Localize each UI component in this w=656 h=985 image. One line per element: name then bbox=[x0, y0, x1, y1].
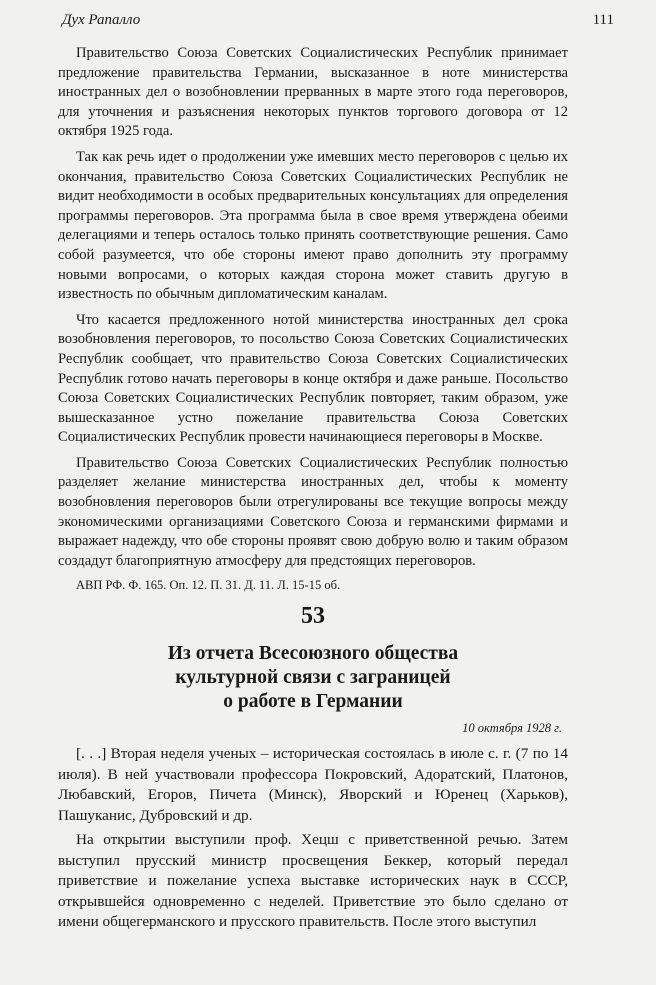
document-title-line: о работе в Германии bbox=[223, 691, 403, 712]
paragraph: [. . .] Вторая неделя ученых – историческая состоялась в июле с. г. (7 по 14 июля). В ней участвовали профессора Покровский, Адоратский, Платонов, Любавский, Егоров, Пичета (Минск), Яворский и Юренец (Харьков), Пашуканис, Дубровский и др. bbox=[58, 745, 568, 824]
paragraph: Правительство Союза Советских Социалистических Республик полностью разделяет желание министерства иностранных дел, чтобы к моменту возобновления переговоров были отрегулированы все текущие вопросы между экономическими организациями Советского Союза и германскими фирмами и выражает надежду, что обе стороны проявят свою добрую волю и таким образом создадут благоприятную атмосферу для предстоящих переговоров. bbox=[58, 454, 568, 569]
document-title bbox=[58, 642, 568, 714]
paragraph: Правительство Союза Советских Социалистических Республик принимает предложение правительства Германии, высказанное в ноте министерства иностранных дел о возобновлении прерванных в марте этого года переговоров, для уточнения и разъяснения некоторых пунктов торгового договора от 12 октября 1925 года. bbox=[58, 45, 568, 140]
document-53 bbox=[58, 602, 568, 937]
archive-source-reference: АВП РФ. Ф. 165. Оп. 12. П. 31. Д. 11. Л. 15-15 об. bbox=[76, 578, 341, 593]
paragraph: Так как речь идет о продолжении уже имевших место переговоров с целью их окончания, правительство Союза Советских Социалистических Республик не видит необходимости в особых предварительных консультациях для определения программы переговоров. Эта программа была в свое время утверждена обеими делегациями и теперь осталось только принять соответствующие решения. Само собой разумеется, что обе стороны имеют право дополнить эту программу новыми вопросами, о которых каждая сторона может ставить другую в известность по обычным дипломатическим каналам. bbox=[58, 148, 568, 303]
page-number: 111 bbox=[592, 12, 614, 28]
paragraph: Что касается предложенного нотой министерства иностранных дел срока возобновления переговоров, то посольство Союза Советских Социалистических Республик сообщает, что правительство Союза Советских Социалистических Республик готово начать переговоры в конце октября и даже раньше. Посольство Союза Советских Социалистических Республик повторяет, таким образом, уже вышесказанное устно пожелание правительства Союза Советских Социалистических Республик провести начинающиеся переговоры в Москве. bbox=[58, 311, 568, 446]
running-title: Дух Рапалло bbox=[62, 12, 141, 28]
continued-document-text bbox=[58, 44, 568, 593]
document-title-line: культурной связи с заграницей bbox=[175, 667, 451, 688]
document-text bbox=[58, 744, 568, 933]
document-number: 53 bbox=[301, 603, 325, 629]
document-date: 10 октября 1928 г. bbox=[462, 721, 562, 735]
document-title-line: Из отчета Всесоюзного общества bbox=[167, 643, 459, 664]
paragraph: На открытии выступили проф. Хецш с приветственной речью. Затем выступил прусский министр просвещения Беккер, который передал приветствие и пожелание успеха выставке исторических наук в СССР, открывшейся одновременно с неделей. Приветствие это было сделано от имени общегерманского и прусского правительств. После этого выступил bbox=[58, 831, 568, 930]
